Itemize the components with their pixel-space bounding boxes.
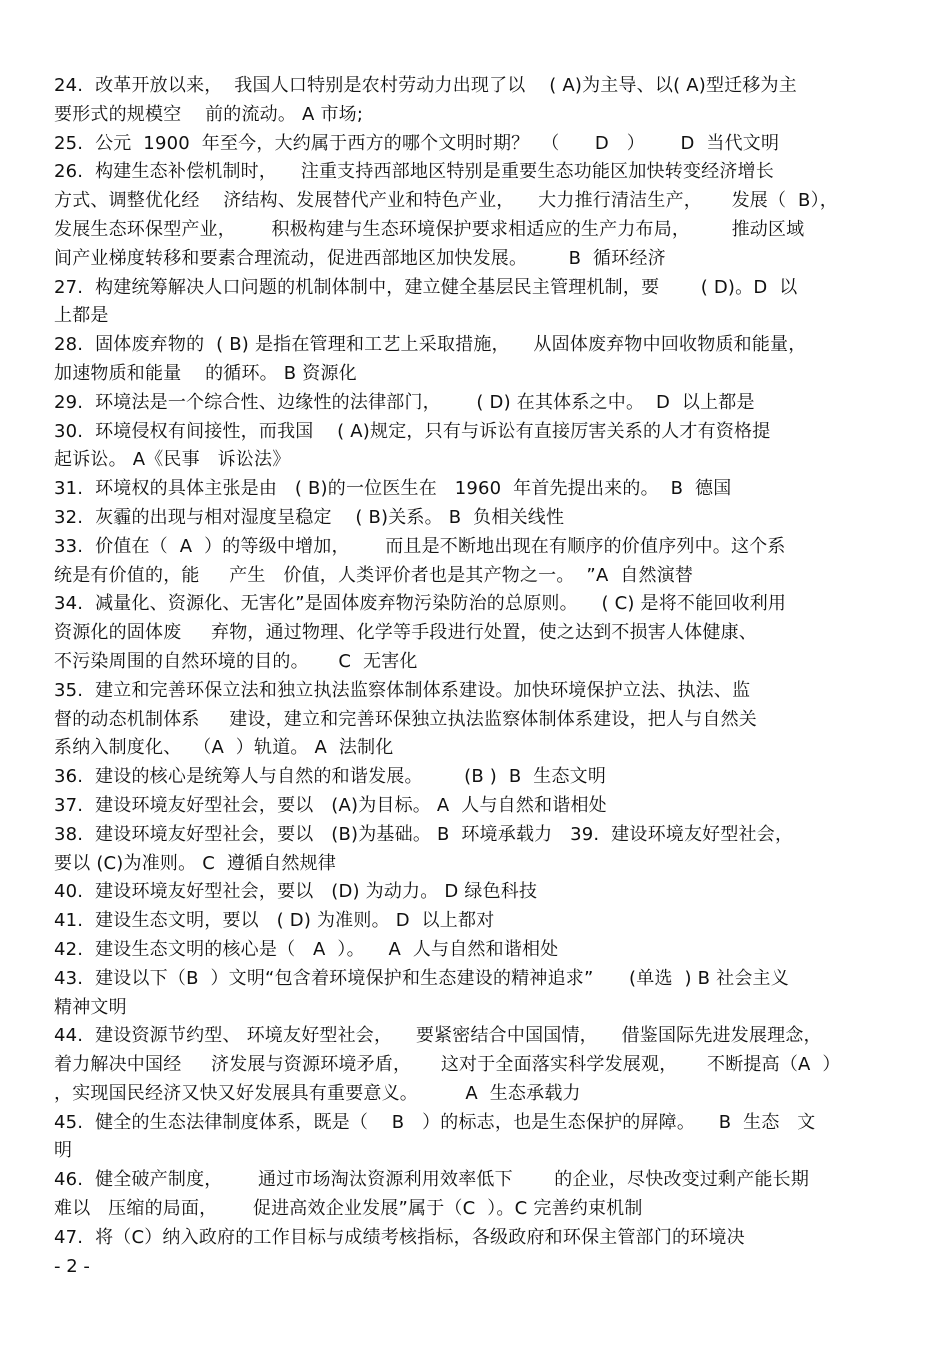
text-line: 38. 建设环境友好型社会，要以 (B)为基础。 B 环境承载力 39. 建设环境友好型社会， [54,823,794,845]
text-line: 精神文明 [54,996,127,1018]
text-line: 24. 改革开放以来， 我国人口特别是农村劳动力出现了以 ( A)为主导、以( A)型迁移为主 [54,75,797,96]
text-line: 明 [54,1140,73,1162]
text-line: 30. 环境侵权有间接性，而我国 ( A)规定，只有与诉讼有直接厉害关系的人才有资格提 [54,420,771,442]
text-line: 46. 健全破产制度， 通过市场淘汰资源利用效率低下 的企业，尽快改变过剩产能长期 [54,1169,810,1191]
text-line: 43. 建设以下（B ）文明“包含着环境保护和生态建设的精神追求” (单选 ) B 社会主义 [54,967,789,989]
text-line: 41. 建设生态文明，要以 ( D) 为准则。 D 以上都对 [54,910,495,932]
text-line: 25. 公元 1900 年至今，大约属于西方的哪个文明时期？ （ D ） D 当代文明 [54,132,780,154]
page-number: - 2 - [54,1256,90,1277]
text-line: 27. 构建统筹解决人口问题的机制体制中，建立健全基层民主管理机制，要 ( D)。D 以 [54,276,798,298]
document-body [54,72,900,1253]
text-line: 要以 (C)为准则。 C 遵循自然规律 [54,852,337,874]
text-line: 起诉讼。 A《民事 诉讼法》 [54,449,291,471]
text-line: 26. 构建生态补偿机制时， 注重支持西部地区特别是重要生态功能区加快转变经济增长 [54,161,774,183]
text-line: 着力解决中国经 济发展与资源环境矛盾， 这对于全面落实科学发展观， 不断提高（A ） [54,1054,841,1076]
text-line: 方式、调整优化经 济结构、发展替代产业和特色产业， 大力推行清洁生产， 发展（ B）， [54,190,838,212]
text-line: 加速物质和能量 的循环。 B 资源化 [54,362,357,384]
text-line: 44. 建设资源节约型、 环境友好型社会， 要紧密结合中国国情， 借鉴国际先进发展理念， [54,1025,822,1047]
text-line: 资源化的固体废 弃物，通过物理、化学等手段进行处置，使之达到不损害人体健康、 [54,622,758,644]
text-line: 系纳入制度化、 （A ）轨道。 A 法制化 [54,737,394,759]
text-line: 28. 固体废弃物的 ( B) 是指在管理和工艺上采取措施， 从固体废弃物中回收物质和能量， [54,334,807,356]
text-line: 督的动态机制体系 建设，建立和完善环保独立执法监察体制体系建设，把人与自然关 [54,708,758,730]
text-line: 难以 压缩的局面， 促进高效企业发展”属于（C ）。C 完善约束机制 [54,1198,643,1220]
text-line: 发展生态环保型产业， 积极构建与生态环境保护要求相适应的生产力布局， 推动区域 [54,218,805,240]
text-line: ，实现国民经济又快又好发展具有重要意义。 A 生态承载力 [54,1082,581,1104]
text-line: 要形式的规模空 前的流动。 A 市场; [54,103,364,125]
text-line: 31. 环境权的具体主张是由 ( B)的一位医生在 1960 年首先提出来的。 B 德国 [54,478,732,500]
text-line: 37. 建设环境友好型社会，要以 (A)为目标。 A 人与自然和谐相处 [54,794,607,816]
text-line: 32. 灰霾的出现与相对湿度呈稳定 ( B)关系。 B 负相关线性 [54,506,565,528]
text-line: 35. 建立和完善环保立法和独立执法监察体制体系建设。加快环境保护立法、执法、监 [54,679,751,701]
text-line: 42. 建设生态文明的核心是（ A ）。 A 人与自然和谐相处 [54,938,559,960]
text-line: 36. 建设的核心是统筹人与自然的和谐发展。 (B ) B 生态文明 [54,766,607,788]
text-line: 不污染周围的自然环境的目的。 C 无害化 [54,650,418,672]
text-line: 40. 建设环境友好型社会，要以 (D) 为动力。 D 绿色科技 [54,881,538,903]
text-line: 45. 健全的生态法律制度体系，既是（ B ）的标志，也是生态保护的屏障。 B 生态 文 [54,1111,816,1133]
text-line: 34. 减量化、资源化、无害化”是固体废弃物污染防治的总原则。 ( C) 是将不能回收利用 [54,593,787,615]
text-line: 33. 价值在（ A ）的等级中增加， 而且是不断地出现在有顺序的价值序列中。这个系 [54,535,786,557]
text-line: 统是有价值的，能 产生 价值，人类评价者也是其产物之一。 ”A 自然演替 [54,564,694,586]
text-line: 上都是 [54,305,109,327]
text-line: 29. 环境法是一个综合性、边缘性的法律部门， ( D) 在其体系之中。 D 以上都是 [54,391,755,413]
text-line: 47. 将（C）纳入政府的工作目标与成绩考核指标，各级政府和环保主管部门的环境决 [54,1226,745,1248]
text-line: 间产业梯度转移和要素合理流动，促进西部地区加快发展。 B 循环经济 [54,247,666,269]
